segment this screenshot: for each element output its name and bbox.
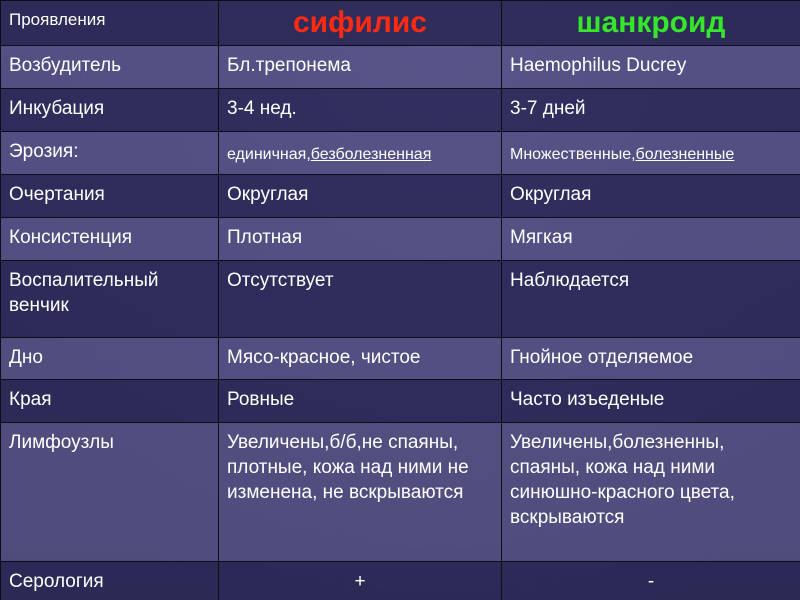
- syphilis-cell: Бл.трепонема: [219, 46, 502, 89]
- row-label-cell: Серология: [1, 562, 219, 600]
- row-label-cell: Воспалительный венчик: [1, 261, 219, 338]
- table-row: [1, 132, 800, 175]
- chancroid-erosion-pain: болезненные: [635, 146, 735, 163]
- table-row: [1, 338, 800, 380]
- chancroid-erosion-count: Множественные,: [510, 146, 636, 163]
- table-row: [1, 261, 800, 338]
- row-label-cell: Консистенция: [1, 218, 219, 261]
- syphilis-cell: Плотная: [219, 218, 502, 261]
- row-label-cell: Края: [1, 380, 219, 423]
- chancroid-cell: Гнойное отделяемое: [502, 338, 800, 380]
- header-syphilis-cell: сифилис: [219, 1, 502, 46]
- chancroid-cell: [502, 132, 800, 175]
- row-label-cell: Инкубация: [1, 89, 219, 132]
- chancroid-cell: Часто изъеденые: [502, 380, 800, 423]
- syphilis-cell: [219, 132, 502, 175]
- syphilis-cell: 3-4 нед.: [219, 89, 502, 132]
- chancroid-cell: Haemophilus Ducrey: [502, 46, 800, 89]
- table-row: [1, 218, 800, 261]
- chancroid-cell: 3-7 дней: [502, 89, 800, 132]
- table-row: [1, 46, 800, 89]
- table-row: [1, 562, 800, 600]
- syphilis-cell: +: [219, 562, 502, 600]
- row-label-cell: Дно: [1, 338, 219, 380]
- syphilis-erosion-pain: безболезненная: [310, 146, 432, 163]
- header-label-cell: Проявления: [1, 1, 219, 46]
- row-label-cell: Очертания: [1, 175, 219, 218]
- header-row: [1, 1, 800, 46]
- chancroid-cell: Округлая: [502, 175, 800, 218]
- row-label-cell: Эрозия:: [1, 132, 219, 175]
- syphilis-erosion-count: единичная,: [227, 146, 311, 163]
- chancroid-cell: Наблюдается: [502, 261, 800, 338]
- table-row: [1, 89, 800, 132]
- table-row: [1, 380, 800, 423]
- row-label-cell: Возбудитель: [1, 46, 219, 89]
- table-row: [1, 423, 800, 562]
- syphilis-cell: Мясо-красное, чистое: [219, 338, 502, 380]
- syphilis-cell: Округлая: [219, 175, 502, 218]
- syphilis-cell: Отсутствует: [219, 261, 502, 338]
- syphilis-cell: Ровные: [219, 380, 502, 423]
- chancroid-cell: Увеличены,болезненны, спаяны, кожа над ними синюшно-красного цвета, вскрываются: [502, 423, 800, 562]
- header-chancroid-cell: шанкроид: [502, 1, 800, 46]
- chancroid-cell: -: [502, 562, 800, 600]
- syphilis-cell: Увеличены,б/б,не спаяны, плотные, кожа над ними не изменена, не вскрываются: [219, 423, 502, 562]
- chancroid-cell: Мягкая: [502, 218, 800, 261]
- row-label-cell: Лимфоузлы: [1, 423, 219, 562]
- table-row: [1, 175, 800, 218]
